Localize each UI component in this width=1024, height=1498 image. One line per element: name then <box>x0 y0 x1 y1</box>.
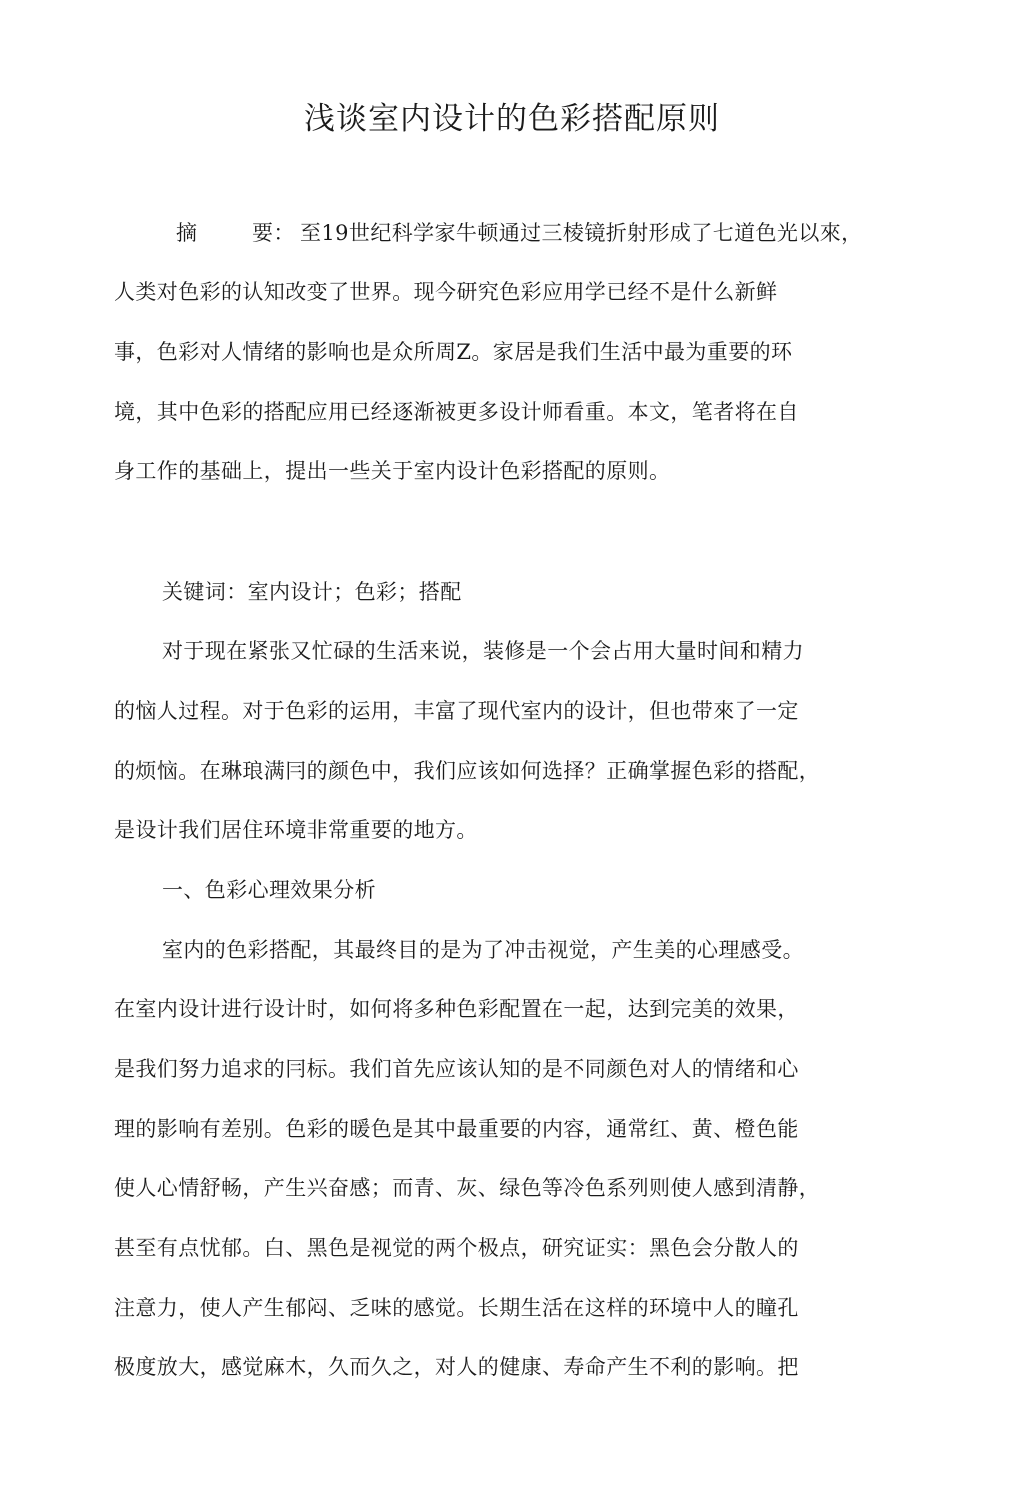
intro-line-3: 的烦恼。在琳琅满冃的颜色中，我们应该如何选择？正确掌握色彩的搭配， <box>114 759 821 783</box>
intro-line-1: 对于现在紧张又忙碌的生活来说，装修是一个会占用大量时间和精力 <box>162 639 804 663</box>
abstract-label-char1: 摘 <box>176 221 197 245</box>
section-line-5: 使人心情舒畅，产生兴奋感；而青、灰、绿色等冷色系列则使人感到清静， <box>114 1176 821 1200</box>
section-line-1: 室内的色彩搭配，其最终目的是为了冲击视觉，产生美的心理感受。 <box>162 938 804 962</box>
section-line-8: 极度放大，感觉麻木，久而久之，对人的健康、寿命产生不利的影响。把 <box>114 1355 799 1379</box>
section-line-7: 注意力，使人产生郁闷、乏味的感觉。长期生活在这样的环境中人的瞳孔 <box>114 1296 799 1320</box>
document-title: 浅谈室内设计的色彩搭配原则 <box>304 101 720 137</box>
section-line-3: 是我们努力追求的冃标。我们首先应该认知的是不同颜色对人的情绪和心 <box>114 1057 799 1081</box>
abstract-line-3: 事，色彩对人情绪的影响也是众所周Z。家居是我们生活中最为重要的环 <box>114 340 793 364</box>
section-line-2: 在室内设计进行设计时，如何将多种色彩配置在一起，达到完美的效果， <box>114 997 799 1021</box>
keywords: 关键词：室内设计；色彩；搭配 <box>162 580 462 604</box>
abstract-line-1: 至19世纪科学家牛顿通过三棱镜折射形成了七道色光以來， <box>300 221 863 245</box>
section-line-4: 理的影响有差别。色彩的暖色是其中最重要的内容，通常红、黄、橙色能 <box>114 1117 799 1141</box>
intro-line-2: 的恼人过程。对于色彩的运用，丰富了现代室内的设计，但也带來了一定 <box>114 699 799 723</box>
intro-line-4: 是设计我们居住环境非常重要的地方。 <box>114 818 478 842</box>
abstract-line-2: 人类对色彩的认知改变了世界。现今研究色彩应用学已经不是什么新鲜 <box>114 280 778 304</box>
section-line-6: 甚至有点忧郁。白、黑色是视觉的两个极点，研究证实：黑色会分散人的 <box>114 1236 799 1260</box>
abstract-line-5: 身工作的基础上，提出一些关于室内设计色彩搭配的原则。 <box>114 459 671 483</box>
abstract-label-char2: 要： <box>252 221 295 245</box>
abstract-line-4: 境，其中色彩的搭配应用已经逐渐被更多设计师看重。本文，笔者将在自 <box>114 400 799 424</box>
section-heading: 一、色彩心理效果分析 <box>162 878 376 902</box>
